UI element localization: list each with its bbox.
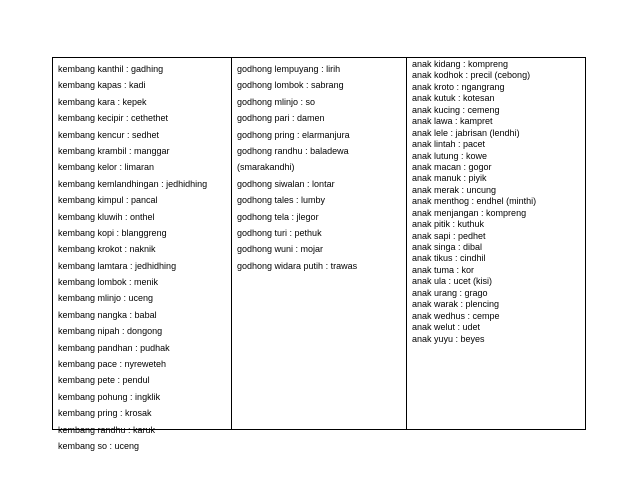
list-item: kembang randhu : karuk xyxy=(58,424,156,435)
list-item: kembang kanthil : gadhing xyxy=(58,64,164,74)
list-item: kembang so : uceng xyxy=(58,440,140,451)
list-item: godhong lombok : sabrang xyxy=(237,80,344,91)
godhong-column xyxy=(232,58,407,429)
list-item: anak warak : plencing xyxy=(412,299,500,310)
list-item: kembang kopi : blanggreng xyxy=(58,227,167,238)
list-item: godhong wuni : mojar xyxy=(237,244,324,255)
vocabulary-table xyxy=(52,57,586,451)
list-item: anak manuk : piyik xyxy=(412,173,487,184)
list-item: kembang pace : nyreweteh xyxy=(58,359,167,370)
list-item: kembang kimpul : pancal xyxy=(58,195,158,206)
list-item: anak pitik : kuthuk xyxy=(412,219,485,230)
list-item: kembang kara : kepek xyxy=(58,96,147,107)
list-item: kembang kapas : kadi xyxy=(58,80,146,91)
list-item: godhong lempuyang : lirih xyxy=(237,64,341,74)
list-item: anak kutuk : kotesan xyxy=(412,93,495,104)
list-item: anak welut : udet xyxy=(412,322,481,333)
list-item: kembang kecipir : cethethet xyxy=(58,113,169,124)
list-item: anak yuyu : beyes xyxy=(412,333,485,344)
list-item: anak ula : ucet (kisi) xyxy=(412,276,493,287)
list-item: godhong turi : pethuk xyxy=(237,227,322,238)
list-item: kembang pete : pendul xyxy=(58,375,150,386)
list-item: anak lintah : pacet xyxy=(412,139,486,150)
list-item: anak kidang : kompreng xyxy=(412,59,509,69)
list-item: anak lawa : kampret xyxy=(412,116,493,127)
anak-column xyxy=(407,58,585,429)
list-item: anak lele : jabrisan (lendhi) xyxy=(412,127,520,138)
list-item: godhong pring : elarmanjura xyxy=(237,129,350,140)
list-item: kembang mlinjo : uceng xyxy=(58,293,154,304)
list-item: anak singa : dibal xyxy=(412,242,483,252)
list-item: anak tikus : cindhil xyxy=(412,253,486,264)
list-item: kembang krokot : naknik xyxy=(58,244,156,255)
list-item: anak kroto : ngangrang xyxy=(412,81,505,92)
list-item: anak sapi : pedhet xyxy=(412,230,486,241)
list-item: anak menthog : endhel (minthi) xyxy=(412,196,537,207)
list-item: kembang pohung : ingklik xyxy=(58,391,161,402)
list-item: kembang kelor : limaran xyxy=(58,162,155,173)
list-item: godhong pari : damen xyxy=(237,113,325,124)
list-item: (smarakandhi) xyxy=(237,162,295,173)
list-item: godhong randhu : baladewa xyxy=(237,145,349,156)
list-item: kembang pandhan : pudhak xyxy=(58,342,170,353)
list-item: kembang lombok : menik xyxy=(58,277,159,288)
list-item: kembang pring : krosak xyxy=(58,408,152,419)
list-item: anak kucing : cemeng xyxy=(412,104,500,115)
list-item: godhong tales : lumby xyxy=(237,195,326,206)
list-item: kembang kencur : sedhet xyxy=(58,129,160,140)
list-item: anak wedhus : cempe xyxy=(412,310,500,321)
list-item: anak kodhok : precil (cebong) xyxy=(412,70,531,81)
kembang-column xyxy=(53,58,232,451)
list-item: kembang nangka : babal xyxy=(58,309,157,320)
list-item: kembang krambil : manggar xyxy=(58,145,170,156)
list-item: kembang lamtara : jedhidhing xyxy=(58,260,177,271)
list-item: kembang kluwih : onthel xyxy=(58,211,155,222)
list-item: anak macan : gogor xyxy=(412,161,492,172)
list-item: godhong tela : jlegor xyxy=(237,211,319,222)
list-item: anak merak : uncung xyxy=(412,184,497,195)
list-item: kembang nipah : dongong xyxy=(58,326,163,337)
list-item: anak urang : grago xyxy=(412,287,488,298)
list-item: kembang kemlandhingan : jedhidhing xyxy=(58,178,208,189)
list-item: godhong widara putih : trawas xyxy=(237,260,358,271)
list-item: anak menjangan : kompreng xyxy=(412,207,527,218)
list-item: anak tuma : kor xyxy=(412,264,475,275)
list-item: godhong mlinjo : so xyxy=(237,96,316,107)
list-item: anak lutung : kowe xyxy=(412,150,488,161)
list-item: godhong siwalan : lontar xyxy=(237,178,335,189)
